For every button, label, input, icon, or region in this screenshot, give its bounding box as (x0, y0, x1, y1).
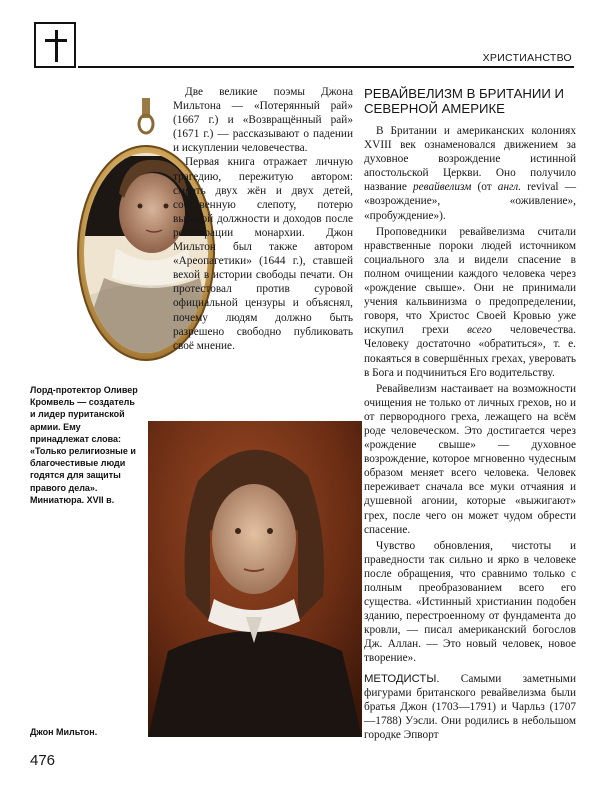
text-run: человечества. Человеку достаточно «обратиться», т. е. покаяться в совершённых грехах, уверовать в Бога и подчиниться Его водительству. (364, 324, 576, 379)
header-rule (78, 66, 574, 68)
article-paragraph: Ревайвелизм настаивает на возможности очищения не только от личных грехов, но и от первородного греха, лежащего на всём роде человеческом. Это достигается через «рождение свыше» — духовное возрождение, которое мгновенно чудесным образом меняет всего человека. Человек переживает сначала все муки отчаяния и душевной агонии, которые «выжигают» грех, после чего он может чудом обрести спасение. (364, 382, 576, 536)
text-run: Проповедники ревайвелизма считали нравственные пороки людей источником социального зла и видели спасение в полном очищении каждого человека через «рождение свыше». Они не принимали учения кальвинизма о предопределении, говоря, что Христос Своей Кровью уже искупил грехи (364, 225, 576, 337)
section-title: ХРИСТИАНСТВО (482, 52, 572, 64)
page-number: 476 (30, 752, 56, 769)
article-title: РЕВАЙВЕЛИЗМ В БРИТАНИИ И СЕВЕРНОЙ АМЕРИКЕ (364, 86, 564, 116)
milton-portrait (148, 421, 362, 737)
cross-icon-bar (45, 39, 67, 42)
term-revivalism: ревайвелизм (412, 181, 472, 194)
cromwell-caption: Лорд-протектор Оливер Кромвель — создатель и лидер пуританской армии. Ему принадлежат слова: «Только религиозные и благочестивые люди годятся для защиты правого дела». Миниатюра. XVII в. (30, 385, 138, 505)
sidebar-paragraph: Две великие поэмы Джона Мильтона — «Потерянный рай» (1667 г.) и «Возвращённый рай» (1671 г.) — рассказывают о падении и искуплении человечества. (173, 86, 353, 155)
methodists-heading: МЕТОДИСТЫ. (364, 672, 440, 685)
text-run: Самыми заметными фигурами британского ревайвелизма были братья Джон (1703—1791) и Чарльз (1707—1788) Уэсли. Они родились в небольшом городке Эпворт (364, 672, 576, 741)
milton-sidebar-text (173, 85, 353, 353)
text-run: (от (471, 181, 498, 194)
milton-caption: Джон Мильтон. (30, 727, 98, 737)
article-column (364, 86, 576, 744)
article-paragraph (364, 124, 576, 223)
cross-emblem (34, 22, 76, 68)
text-run: В Британии и американских колониях XVIII век ознаменовался движением за духовное возрождение истинной апостольской Церкви. Оно получило название (364, 125, 576, 194)
sidebar-paragraph: Первая книга отражает личную трагедию, пережитую автором: смерть двух жён и двух детей, собственную слепоту, потерю высокой должности и доходов после реставрации монархии. Джон Мильтон был также автором «Ареопагетики» (1644 г.), ставшей вехой в истории свободы печати. Он протестовал против суровой официальной цензуры и объяснял, почему людям должно быть разрешено свободно публиковать своё мнение. (173, 156, 353, 352)
cross-icon (55, 30, 58, 62)
emphasis-word: всего (467, 324, 492, 337)
methodists-paragraph (364, 672, 576, 742)
lang-abbr: англ. (497, 181, 522, 194)
article-paragraph (364, 225, 576, 380)
text-run: revival — «возрождение», «оживление», «пробуждение»). (364, 181, 576, 222)
article-paragraph: Чувство обновления, чистоты и праведности так сильно и ярко в человеке после обращения, что сравнимо только с полным преобразованием всего его существа. «Истинный христианин подобен зданию, перестроенному от фундамента до кровли, — писал американский богослов Дж. Аллан. — Это новый человек, новое творение». (364, 539, 576, 665)
